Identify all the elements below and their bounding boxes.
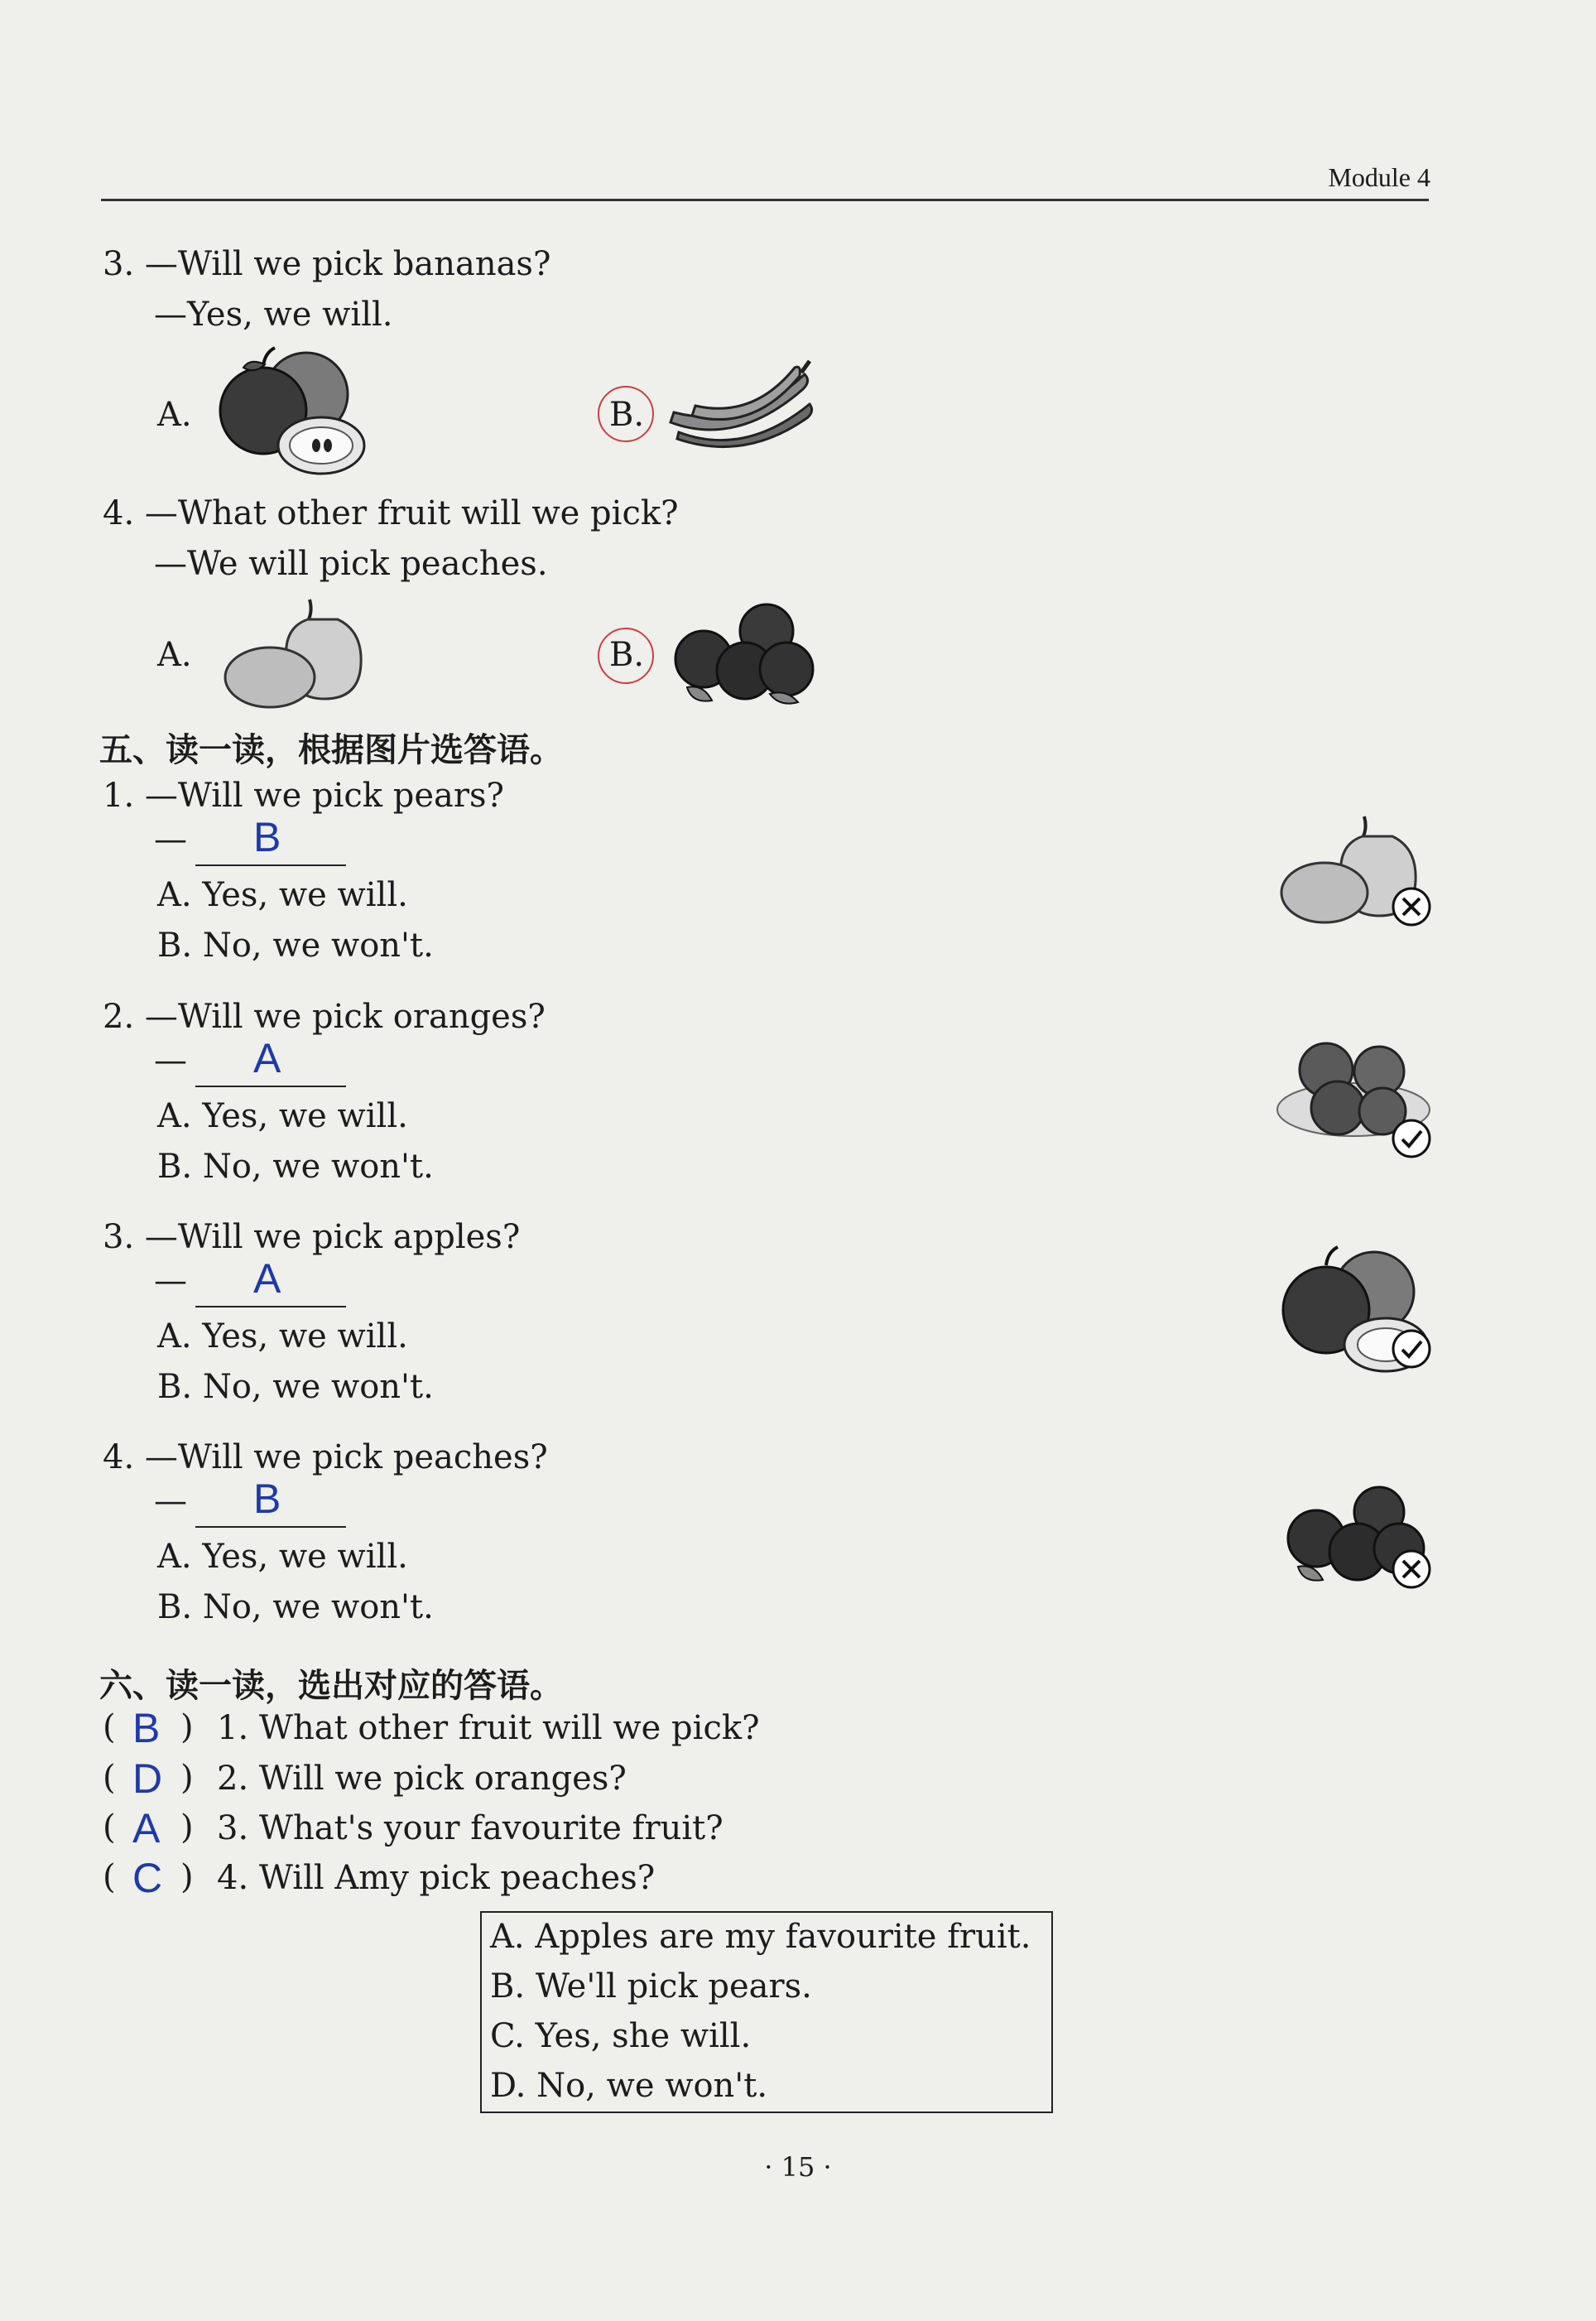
p6-q4-close-paren: ) [180,1858,194,1896]
p6-q2-text: 2. Will we pick oranges? [217,1760,627,1798]
p5-q4-question: 4. —Will we pick peaches? [103,1438,548,1476]
answer-option-a: A. Apples are my favourite fruit. [490,1918,1031,1956]
p6-q1-text: 1. What other fruit will we pick? [217,1709,760,1747]
p6-q4-answer[interactable]: C [132,1855,163,1901]
module-label: Module 4 [1328,162,1430,192]
p5-q3-option-b: B. No, we won't. [157,1368,434,1406]
p5-q4-answer-blank[interactable] [195,1526,346,1528]
p6-q1-close-paren: ) [180,1708,194,1746]
page-number: · 15 · [764,2151,832,2183]
p6-q3-answer[interactable]: A [132,1805,161,1852]
p6-q2-answer[interactable]: D [132,1755,163,1802]
answer-option-d: D. No, we won't. [490,2067,768,2105]
p5-q2-option-b: B. No, we won't. [157,1148,434,1186]
p4-q3-question: 3. —Will we pick bananas? [103,245,551,283]
p5-q3-dash: — [154,1262,187,1300]
p6-q4-open-paren: ( [103,1858,116,1896]
p5-q1-question: 1. —Will we pick pears? [103,777,504,815]
p5-q2-question: 2. —Will we pick oranges? [103,998,546,1036]
p6-q3-text: 3. What's your favourite fruit? [217,1809,723,1847]
bananas-icon [662,356,820,455]
cross-icon [1391,886,1432,927]
p5-q2-dash: — [154,1042,187,1080]
p5-q3-answer-blank[interactable] [195,1306,346,1307]
p5-q1-answer-blank[interactable] [195,864,346,866]
p4-q3-option-b-label: B. [609,396,645,434]
p5-q3-question: 3. —Will we pick apples? [103,1218,521,1256]
p6-q3-close-paren: ) [180,1808,194,1847]
header-divider [101,199,1429,201]
answer-options-box [480,1911,1053,2113]
p4-q4-reply: —We will pick peaches. [154,545,548,583]
p5-q4-dash: — [154,1482,187,1520]
p4-q4-option-a-label: A. [157,636,192,674]
pears-icon [217,595,374,710]
p5-q2-answer-blank[interactable] [195,1086,346,1087]
p6-q3-open-paren: ( [103,1808,116,1847]
p6-q1-answer[interactable]: B [132,1705,161,1751]
answer-option-b: B. We'll pick pears. [490,1967,812,2006]
p5-q1-option-a: A. Yes, we will. [157,876,408,914]
section-5-heading: 五、读一读，根据图片选答语。 [99,731,563,769]
answer-option-c: C. Yes, she will. [490,2017,752,2055]
p5-q4-option-b: B. No, we won't. [157,1588,434,1626]
cross-icon [1391,1548,1432,1590]
section-6-heading: 六、读一读，选出对应的答语。 [99,1667,563,1705]
p5-q1-dash: — [154,821,187,859]
p5-q1-answer: B [253,814,281,860]
p4-q3-reply: —Yes, we will. [154,296,393,334]
p6-q1-open-paren: ( [103,1708,116,1746]
peaches-icon [662,595,820,710]
p5-q2-option-a: A. Yes, we will. [157,1097,408,1135]
check-icon [1391,1118,1432,1159]
p4-q3-option-a-label: A. [157,396,192,434]
p5-q3-answer: A [253,1255,281,1302]
p6-q2-open-paren: ( [103,1759,116,1797]
p5-q1-option-b: B. No, we won't. [157,927,434,965]
p5-q4-answer: B [253,1476,281,1522]
check-icon [1391,1328,1432,1370]
p5-q4-option-a: A. Yes, we will. [157,1538,408,1576]
p5-q2-answer: A [253,1035,281,1081]
p4-q4-option-b-label: B. [609,636,645,674]
apples-icon [214,346,371,479]
p6-q2-close-paren: ) [180,1759,194,1797]
p5-q3-option-a: A. Yes, we will. [157,1317,408,1356]
p4-q4-question: 4. —What other fruit will we pick? [103,494,679,532]
p6-q4-text: 4. Will Amy pick peaches? [217,1859,656,1897]
